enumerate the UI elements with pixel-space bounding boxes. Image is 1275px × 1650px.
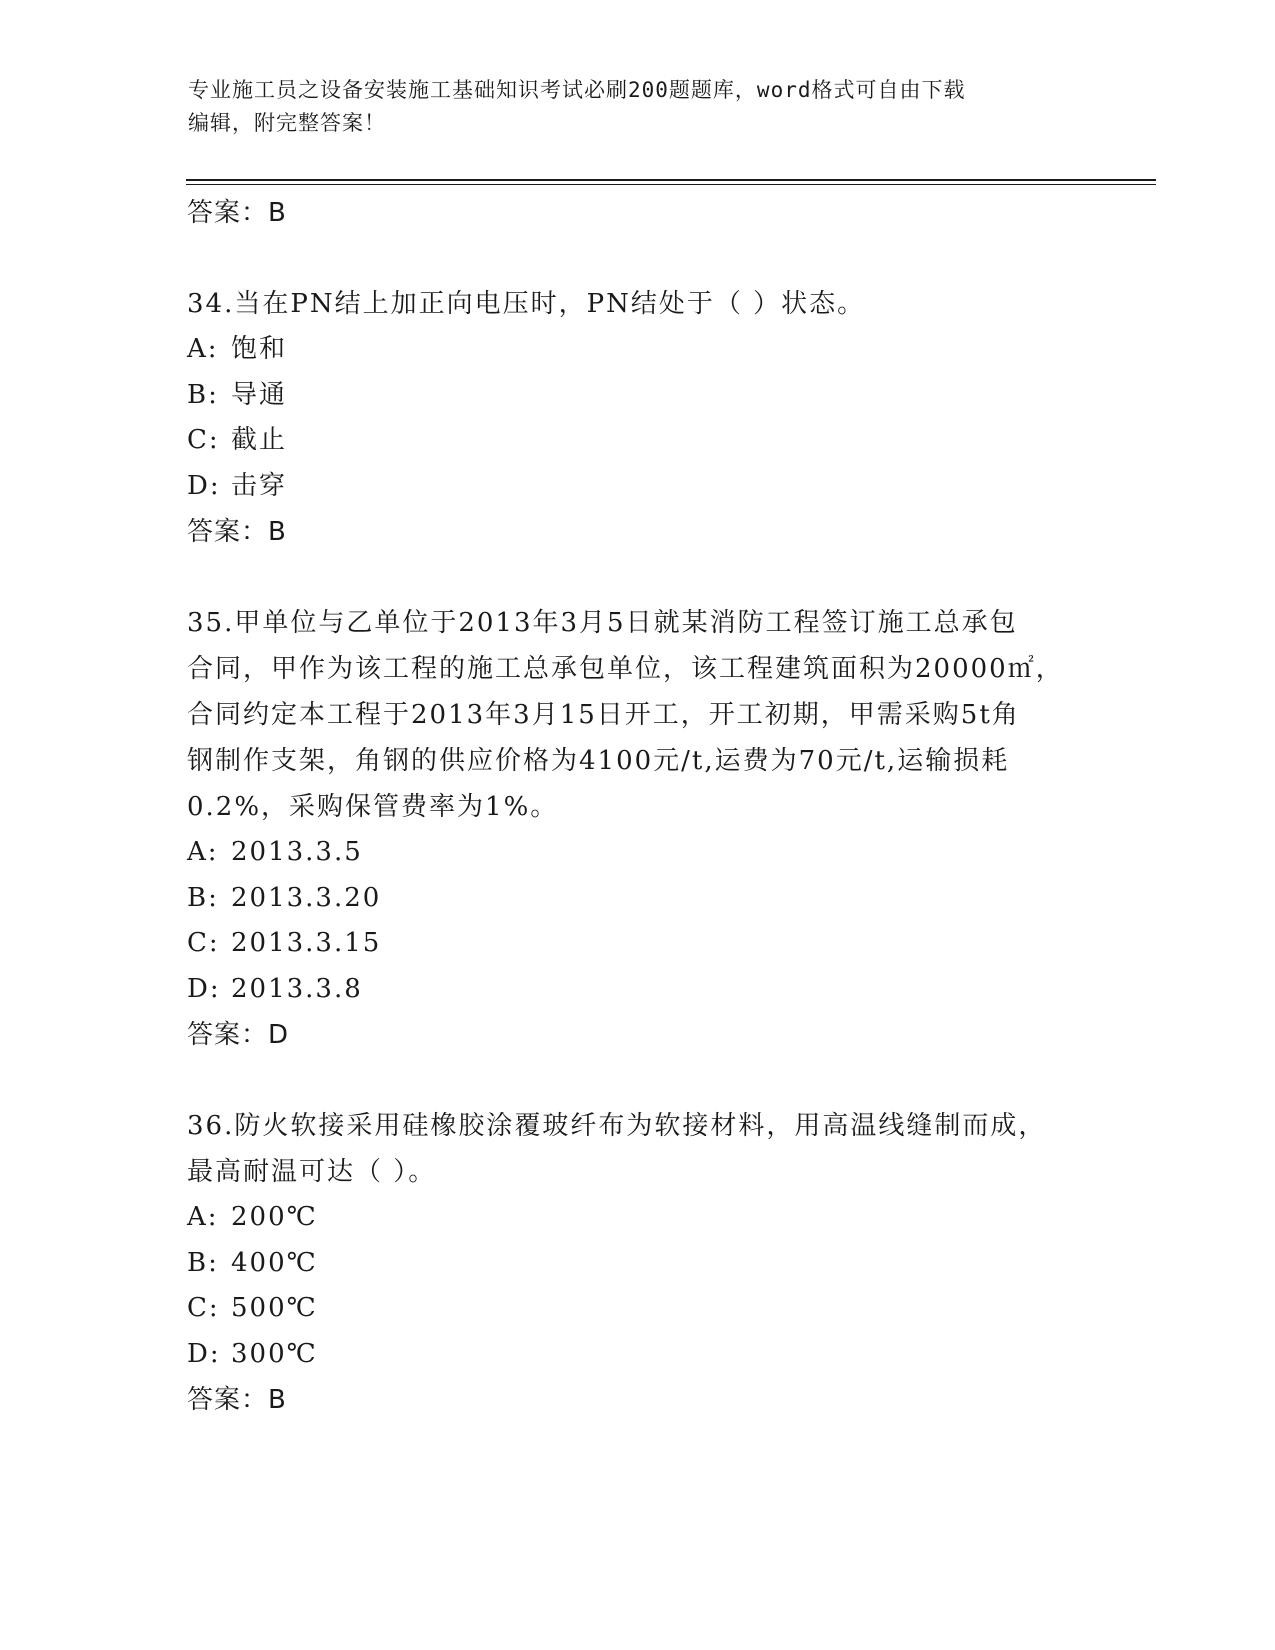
spacer	[187, 1058, 1087, 1103]
question-34	[187, 281, 1087, 555]
answer-line: 答案：D	[187, 1020, 290, 1050]
option-label: D:	[187, 1338, 221, 1369]
question-stem-line-2: 最高耐温可达（ ）。	[187, 1157, 437, 1187]
option-label: A:	[187, 1202, 219, 1232]
question-stem-line-1: 36.防火软接采用硅橡胶涂覆玻纤布为软接材料，用高温线缝制而成，	[187, 1111, 1047, 1141]
option-text: 截止	[231, 425, 288, 455]
option-label: A:	[187, 837, 219, 867]
option-b	[187, 373, 1087, 419]
option-label: B:	[187, 882, 219, 913]
option-text: 500℃	[231, 1293, 318, 1323]
option-text: 300℃	[231, 1338, 318, 1369]
option-label: C:	[187, 1293, 220, 1323]
option-label: D:	[187, 470, 221, 501]
option-label: D:	[187, 973, 221, 1004]
question-36	[187, 1103, 1087, 1423]
answer-line: 答案：B	[187, 1385, 287, 1415]
option-label: A:	[187, 334, 219, 364]
option-text: 2013.3.20	[231, 882, 382, 913]
option-b	[187, 876, 1087, 922]
option-d	[187, 1332, 1087, 1378]
option-a	[187, 327, 1087, 373]
option-text: 击穿	[231, 470, 288, 501]
option-label: B:	[187, 379, 219, 410]
document-body	[187, 190, 1087, 1423]
question-stem-line-2: 合同，甲作为该工程的施工总承包单位，该工程建筑面积为20000㎡，	[187, 654, 1064, 684]
question-stem-line-4: 钢制作支架，角钢的供应价格为4100元/t,运费为70元/t,运输损耗	[187, 746, 1010, 776]
answer-line: 答案：B	[187, 198, 287, 228]
option-c	[187, 1286, 1087, 1332]
question-stem-line-3: 合同约定本工程于2013年3月15日开工，开工初期，甲需采购5t角	[187, 700, 1020, 730]
option-text: 饱和	[231, 334, 288, 364]
header-line-1: 专业施工员之设备安装施工基础知识考试必刷200题题库，word格式可自由下载	[188, 78, 966, 102]
option-text: 200℃	[231, 1202, 318, 1232]
option-text: 2013.3.15	[231, 928, 382, 958]
document-header	[188, 74, 1068, 140]
option-a	[187, 1195, 1087, 1241]
option-text: 2013.3.8	[231, 973, 363, 1004]
question-35	[187, 600, 1087, 1058]
question-stem-line-1: 35.甲单位与乙单位于2013年3月5日就某消防工程签订施工总承包	[187, 608, 1018, 638]
header-line-2: 编辑，附完整答案！	[188, 111, 386, 135]
question-stem: 34.当在PN结上加正向电压时，PN结处于（ ）状态。	[187, 289, 866, 319]
option-b	[187, 1241, 1087, 1287]
option-text: 2013.3.5	[231, 837, 363, 867]
option-a	[187, 830, 1087, 876]
option-label: B:	[187, 1247, 219, 1278]
option-d	[187, 967, 1087, 1013]
option-text: 导通	[231, 379, 288, 410]
answer-line: 答案：B	[187, 517, 287, 547]
option-c	[187, 418, 1087, 464]
header-rule-thin	[186, 184, 1156, 185]
header-rule-thick	[186, 179, 1156, 181]
option-label: C:	[187, 928, 220, 958]
option-d	[187, 464, 1087, 510]
option-label: C:	[187, 425, 220, 455]
spacer	[187, 555, 1087, 600]
question-stem-line-5: 0.2%，采购保管费率为1%。	[187, 792, 559, 822]
option-text: 400℃	[231, 1247, 318, 1278]
spacer	[187, 236, 1087, 281]
option-c	[187, 921, 1087, 967]
